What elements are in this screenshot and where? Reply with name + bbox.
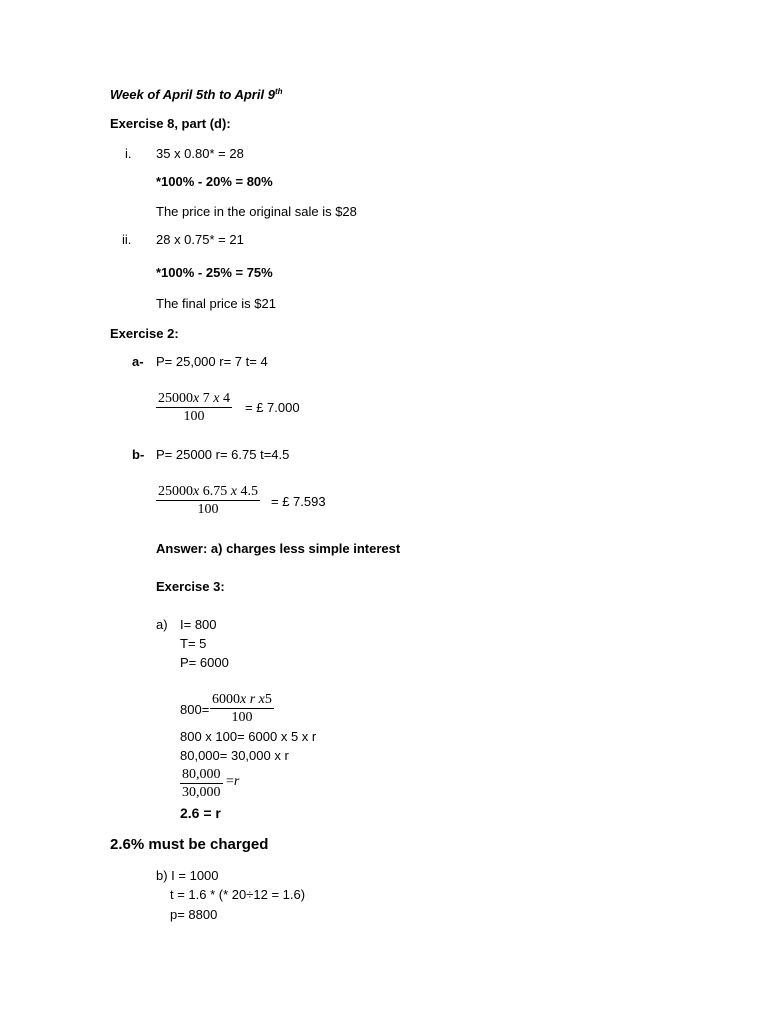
item-ii-calculation: 28 x 0.75* = 21 bbox=[156, 232, 244, 247]
part-a-numerator: 25000x 7 x 4 bbox=[158, 391, 230, 406]
part-b-numerator: 25000x 6.75 x 4.5 bbox=[158, 484, 258, 499]
ex3-conclusion: 2.6% must be charged bbox=[110, 836, 269, 853]
ex3-final-answer: 2.6 = r bbox=[180, 805, 221, 821]
ex3-step-2: 80,000= 30,000 x r bbox=[180, 748, 289, 763]
part-a-fraction bbox=[156, 390, 232, 425]
item-i-note: *100% - 20% = 80% bbox=[156, 174, 273, 189]
item-ii-marker: ii. bbox=[122, 232, 132, 247]
part-b-fraction bbox=[156, 483, 260, 518]
ex3-given-time: T= 5 bbox=[180, 636, 207, 651]
exercise-2-heading: Exercise 2: bbox=[110, 326, 179, 341]
part-a-marker: a- bbox=[132, 354, 144, 369]
exercise-8-heading: Exercise 8, part (d): bbox=[110, 116, 231, 131]
part-b-denominator: 100 bbox=[197, 502, 219, 517]
ex3-given-interest: I= 800 bbox=[180, 617, 217, 632]
ex3-part-b-principal: p= 8800 bbox=[170, 907, 218, 922]
week-title bbox=[110, 87, 283, 103]
ex3-equation-denominator: 100 bbox=[231, 710, 253, 725]
ex3-part-b-time: t = 1.6 * (* 20÷12 = 1.6) bbox=[170, 887, 306, 902]
ex3-step-3-numerator: 80,000 bbox=[182, 767, 221, 782]
exercise-2-answer: Answer: a) charges less simple interest bbox=[156, 541, 401, 556]
ex3-step-1: 800 x 100= 6000 x 5 x r bbox=[180, 729, 317, 744]
exercise-3-heading: Exercise 3: bbox=[156, 579, 225, 594]
part-b-marker: b- bbox=[132, 447, 145, 462]
item-i-marker: i. bbox=[125, 146, 132, 161]
part-b-result: = £ 7.593 bbox=[271, 494, 326, 509]
ex3-step-3-denominator: 30,000 bbox=[182, 785, 221, 800]
ex3-step-3-right: =r bbox=[226, 774, 240, 789]
ex3-equation-fraction bbox=[210, 691, 274, 726]
part-a-result: = £ 7.000 bbox=[245, 400, 300, 415]
part-a-denominator: 100 bbox=[183, 409, 205, 424]
part-a-values: P= 25,000 r= 7 t= 4 bbox=[156, 354, 268, 369]
item-ii-note: *100% - 25% = 75% bbox=[156, 265, 273, 280]
week-title-superscript: th bbox=[274, 87, 283, 96]
item-i-calculation: 35 x 0.80* = 28 bbox=[156, 146, 244, 161]
ex3-step-3-fraction bbox=[180, 766, 223, 801]
item-ii-result: The final price is $21 bbox=[156, 296, 276, 311]
item-i-result: The price in the original sale is $28 bbox=[156, 204, 357, 219]
ex3-given-principal: P= 6000 bbox=[180, 655, 229, 670]
ex3-equation-numerator: 6000x r x5 bbox=[212, 692, 272, 707]
ex3-equation-left: 800= bbox=[180, 702, 210, 717]
ex3-part-b-interest: b) I = 1000 bbox=[156, 868, 219, 883]
part-b-values: P= 25000 r= 6.75 t=4.5 bbox=[156, 447, 290, 462]
week-title-text: Week of April 5th to April 9 bbox=[110, 87, 275, 102]
ex3-part-a-marker: a) bbox=[156, 617, 168, 632]
